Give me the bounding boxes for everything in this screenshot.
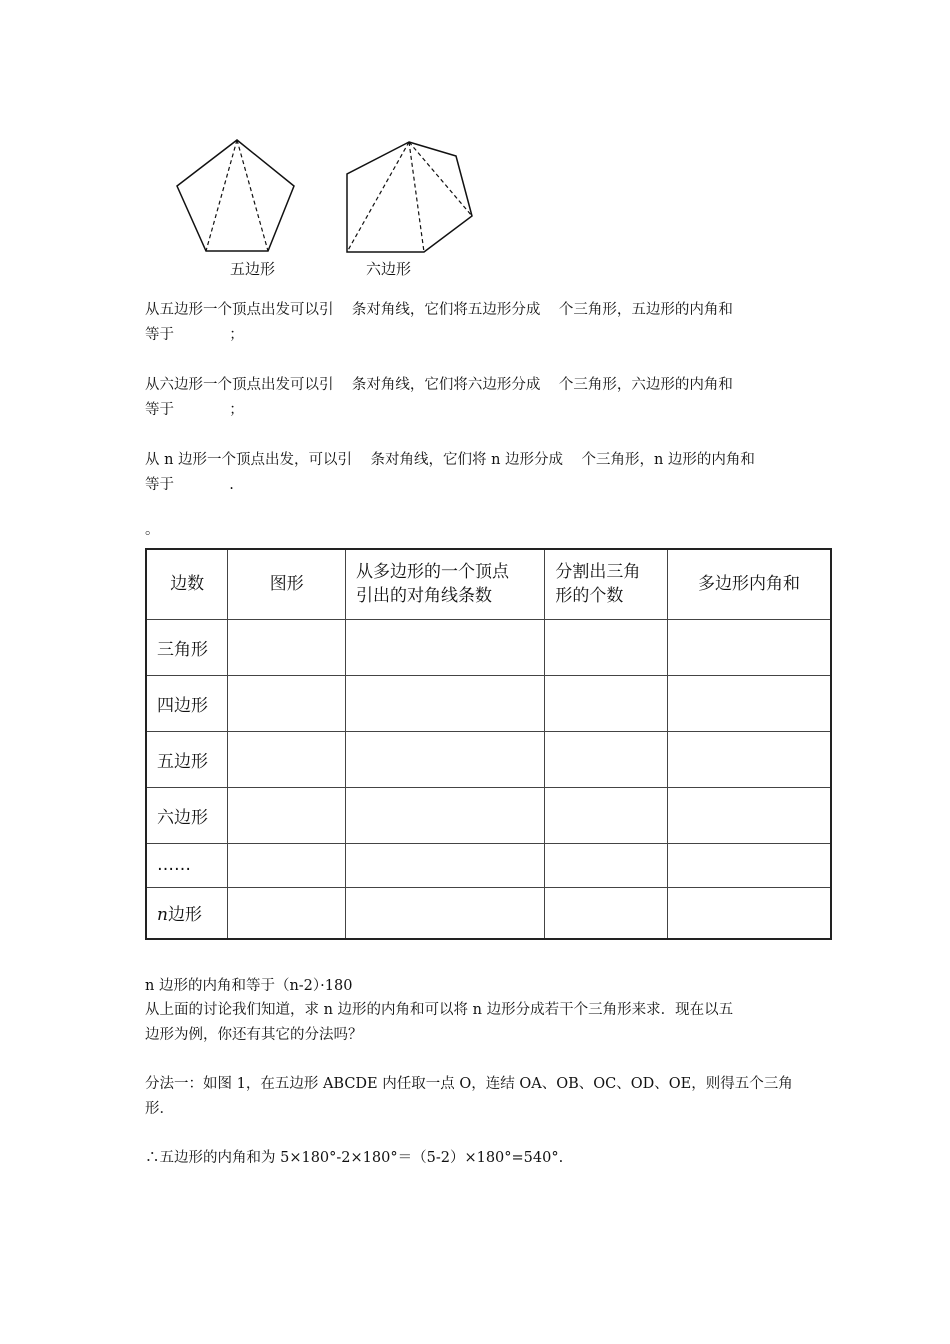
empty-cell[interactable] <box>667 675 831 731</box>
pentagon-shape <box>177 140 294 251</box>
empty-cell[interactable] <box>346 619 545 675</box>
paragraph-line: 形． <box>145 1101 174 1117</box>
row-label: 三角形 <box>146 619 228 675</box>
paragraph-line: 从 n 边形一个顶点出发，可以引 条对角线，它们将 n 边形分成 个三角形，n 边形的内角和 <box>145 452 755 468</box>
table-row <box>146 887 831 939</box>
empty-cell[interactable] <box>545 731 668 787</box>
empty-cell[interactable] <box>228 731 346 787</box>
table-row <box>146 843 831 887</box>
empty-cell[interactable] <box>228 619 346 675</box>
empty-cell[interactable] <box>228 787 346 843</box>
paragraph-line: 从五边形一个顶点出发可以引 条对角线，它们将五边形分成 个三角形，五边形的内角和 <box>145 302 733 318</box>
polygon-table <box>145 548 832 940</box>
empty-cell[interactable] <box>545 887 668 939</box>
formula-line: n 边形的内角和等于（n-2）·180 <box>145 978 353 994</box>
header-triangles <box>545 549 668 619</box>
paragraph-line: 等于 ； <box>145 327 244 343</box>
header-sides: 边数 <box>146 549 228 619</box>
empty-cell[interactable] <box>346 843 545 887</box>
empty-cell[interactable] <box>667 787 831 843</box>
discussion-paragraph <box>145 998 815 1048</box>
table-header-row <box>146 549 831 619</box>
header-diagonals-line2: 引出的对角线条数 <box>356 586 493 607</box>
row-label: …… <box>146 843 228 887</box>
table-row <box>146 619 831 675</box>
paragraph-line: 边形为例，你还有其它的分法吗？ <box>145 1027 363 1043</box>
hexagon-shape <box>347 142 472 252</box>
header-diagonals-line1: 从多边形的一个顶点 <box>356 562 510 583</box>
row-label: 四边形 <box>146 675 228 731</box>
header-triangles-line2: 形的个数 <box>555 586 624 607</box>
conclusion-line: ∴五边形的内角和为 5×180°-2×180°＝（5-2）×180°=540°. <box>145 1150 564 1166</box>
pentagon-diagonal-1 <box>206 140 237 251</box>
hexagon-diagonal-2 <box>409 142 424 252</box>
empty-cell[interactable] <box>545 619 668 675</box>
header-figure: 图形 <box>228 549 346 619</box>
row-label: 五边形 <box>146 731 228 787</box>
n-variable: n <box>157 905 168 926</box>
pentagon-diagonal-2 <box>237 140 268 251</box>
paragraph-n-gon <box>145 448 815 498</box>
row-label <box>146 887 228 939</box>
header-angle-sum: 多边形内角和 <box>667 549 831 619</box>
empty-cell[interactable] <box>346 887 545 939</box>
empty-cell[interactable] <box>228 843 346 887</box>
circle-mark: 。 <box>145 522 160 538</box>
paragraph-line: 从上面的讨论我们知道，求 n 边形的内角和可以将 n 边形分成若干个三角形来求．现在以五 <box>145 1002 734 1018</box>
empty-cell[interactable] <box>667 731 831 787</box>
method-paragraph <box>145 1072 815 1122</box>
empty-cell[interactable] <box>228 675 346 731</box>
row-label: 六边形 <box>146 787 228 843</box>
empty-cell[interactable] <box>545 843 668 887</box>
paragraph-line: 等于 ； <box>145 402 244 418</box>
empty-cell[interactable] <box>346 787 545 843</box>
empty-cell[interactable] <box>228 887 346 939</box>
empty-cell[interactable] <box>545 787 668 843</box>
polygon-figures <box>168 132 488 282</box>
hexagon-label: 六边形 <box>366 260 412 278</box>
table-row <box>146 787 831 843</box>
empty-cell[interactable] <box>667 887 831 939</box>
row-label-text: 边形 <box>167 905 202 926</box>
empty-cell[interactable] <box>346 675 545 731</box>
empty-cell[interactable] <box>346 731 545 787</box>
header-diagonals <box>346 549 545 619</box>
paragraph-hexagon <box>145 373 815 423</box>
table-row <box>146 731 831 787</box>
empty-cell[interactable] <box>545 675 668 731</box>
empty-cell[interactable] <box>667 619 831 675</box>
header-triangles-line1: 分割出三角 <box>555 562 641 583</box>
table-row <box>146 675 831 731</box>
paragraph-line: 分法一：如图 1，在五边形 ABCDE 内任取一点 O，连结 OA、OB、OC、OD、OE，则得五个三角 <box>145 1076 793 1092</box>
paragraph-pentagon <box>145 298 815 348</box>
paragraph-line: 等于 . <box>145 477 234 493</box>
empty-cell[interactable] <box>667 843 831 887</box>
polygon-drawing <box>168 132 488 282</box>
paragraph-line: 从六边形一个顶点出发可以引 条对角线，它们将六边形分成 个三角形，六边形的内角和 <box>145 377 733 393</box>
pentagon-label: 五边形 <box>230 260 276 278</box>
